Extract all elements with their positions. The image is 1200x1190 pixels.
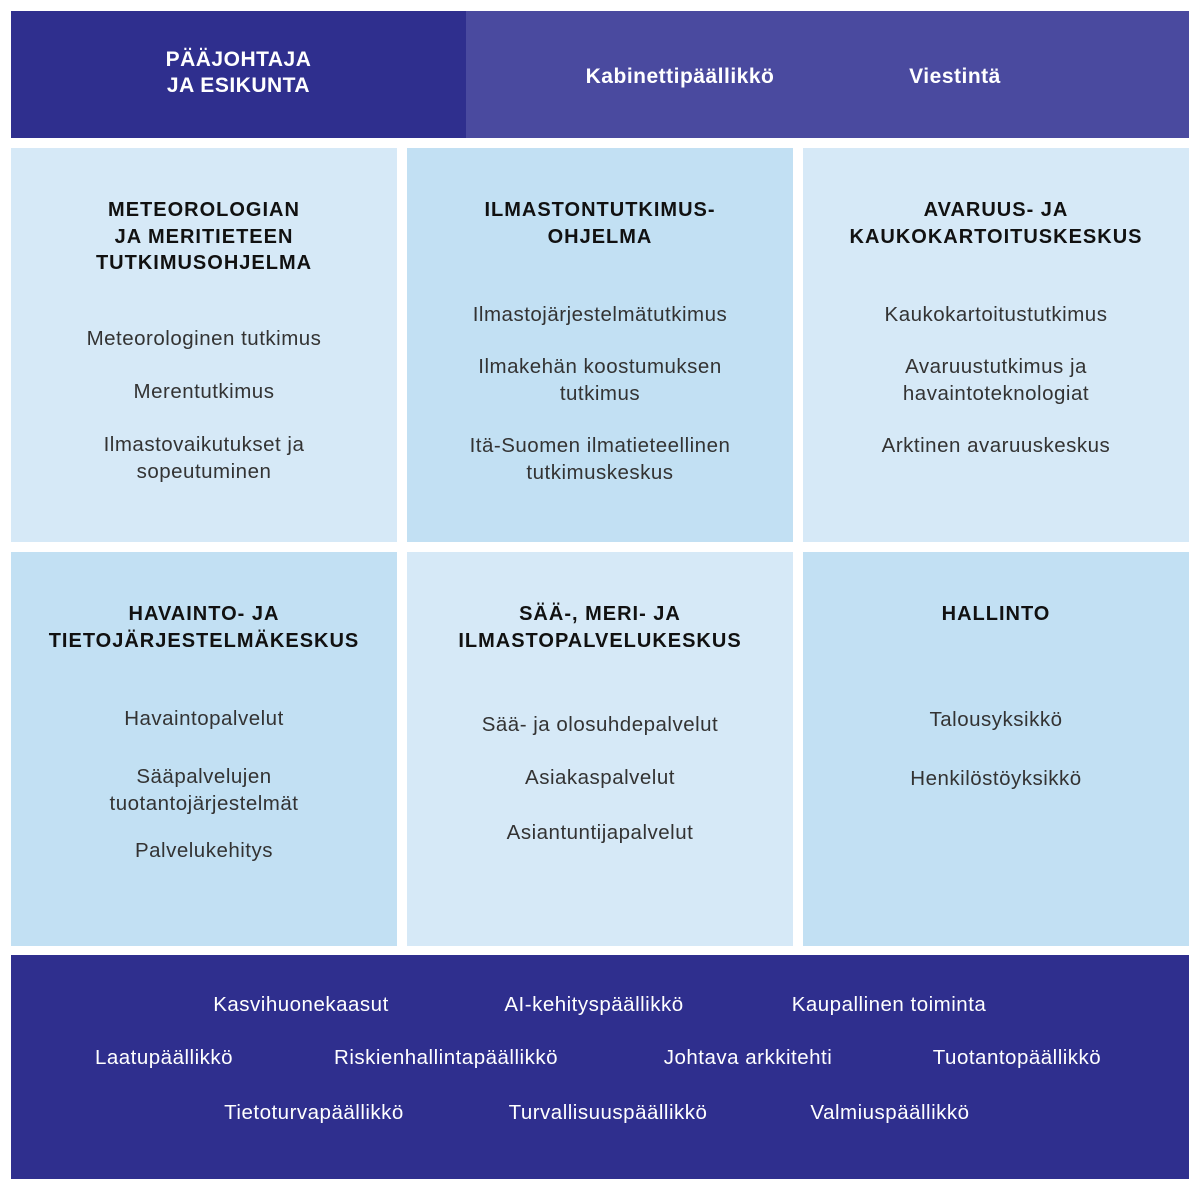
- role-label: Riskienhallintapäällikkö: [334, 1046, 558, 1069]
- communications-label: Viestintä: [909, 65, 1001, 88]
- leadership-title-line2: JA ESIKUNTA: [166, 74, 311, 97]
- unit-item: Avaruustutkimus ja havaintoteknologiat: [902, 355, 1090, 405]
- leadership-title-line1: PÄÄJOHTAJA: [165, 48, 312, 71]
- leadership-block: [11, 11, 466, 138]
- chief-of-staff-label: Kabinettipäällikkö: [585, 65, 775, 88]
- unit-item: Merentutkimus: [133, 380, 275, 403]
- role-label: Laatupäällikkö: [94, 1046, 234, 1069]
- unit-title: AVARUUS- JA KAUKOKARTOITUSKESKUS: [849, 199, 1143, 248]
- unit-item: Kaukokartoitustutkimus: [884, 303, 1108, 326]
- unit-item: Ilmastojärjestelmätutkimus: [472, 303, 728, 326]
- unit-climate-research: [407, 148, 793, 542]
- unit-item: Meteorologinen tutkimus: [86, 327, 322, 350]
- unit-title: METEOROLOGIAN JA MERITIETEEN TUTKIMUSOHJELMA: [95, 199, 313, 274]
- unit-item: Sääpalvelujen tuotantojärjestelmät: [109, 765, 299, 815]
- unit-meteorology-marine-research: [11, 148, 397, 542]
- unit-item: Itä-Suomen ilmatieteellinen tutkimuskeskus: [469, 434, 731, 484]
- unit-item: Sää- ja olosuhdepalvelut: [481, 713, 719, 736]
- role-label: Turvallisuuspäällikkö: [508, 1101, 708, 1124]
- role-label: Kaupallinen toiminta: [791, 993, 987, 1016]
- unit-item: Asiantuntijapalvelut: [506, 821, 694, 844]
- role-label: Johtava arkkitehti: [663, 1046, 833, 1069]
- role-label: Valmiuspäällikkö: [810, 1101, 970, 1124]
- unit-title: HAVAINTO- JA TIETOJÄRJESTELMÄKESKUS: [48, 603, 360, 652]
- role-label: AI-kehityspäällikkö: [504, 993, 684, 1016]
- leadership-title: [11, 47, 466, 99]
- unit-item: Ilmakehän koostumuksen tutkimus: [478, 355, 722, 405]
- unit-title: SÄÄ-, MERI- JA ILMASTOPALVELUKESKUS: [458, 603, 742, 652]
- unit-weather-marine-climate-services: [407, 552, 793, 946]
- unit-title: ILMASTONTUTKIMUS- OHJELMA: [484, 199, 716, 248]
- specialist-roles-block: [11, 955, 1189, 1179]
- unit-observation-information-systems: [11, 552, 397, 946]
- unit-item: Ilmastovaikutukset ja sopeutuminen: [103, 433, 305, 483]
- staff-functions-block: [466, 11, 1189, 138]
- role-label: Tietoturvapäällikkö: [224, 1101, 404, 1124]
- unit-administration: [803, 552, 1189, 946]
- unit-title: HALLINTO: [941, 603, 1051, 625]
- unit-item: Talousyksikkö: [929, 708, 1063, 731]
- unit-item: Henkilöstöyksikkö: [910, 767, 1082, 790]
- unit-item: Asiakaspalvelut: [525, 766, 675, 789]
- unit-item: Arktinen avaruuskeskus: [881, 434, 1111, 457]
- role-label: Kasvihuonekaasut: [213, 993, 389, 1016]
- role-label: Tuotantopäällikkö: [932, 1046, 1102, 1069]
- unit-item: Palvelukehitys: [134, 839, 274, 862]
- unit-item: Havaintopalvelut: [124, 707, 284, 730]
- unit-space-remote-sensing: [803, 148, 1189, 542]
